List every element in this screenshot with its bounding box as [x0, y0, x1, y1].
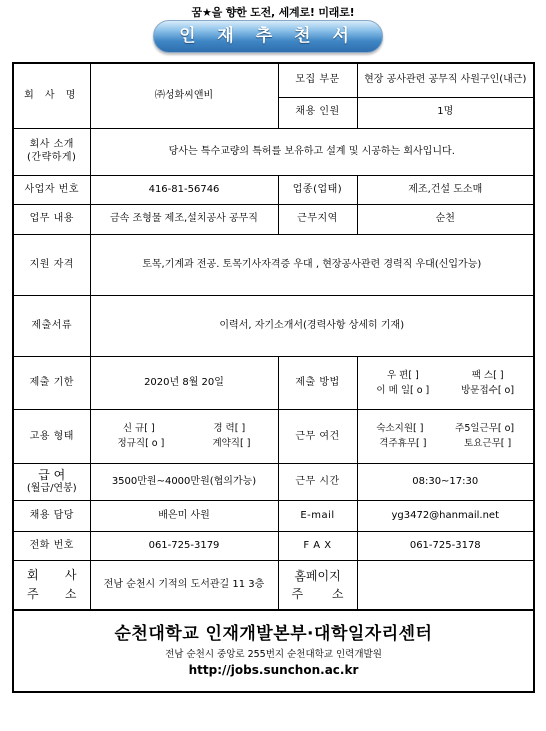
work-conditions-row2	[361, 438, 531, 450]
documents-value: 이력서, 자기소개서(경력사항 상세히 기재)	[90, 295, 534, 356]
option-email: 이 메 일[ o ]	[376, 384, 430, 396]
recruiter-label: 채용 담당	[13, 501, 90, 532]
row-company-intro	[13, 128, 534, 176]
option-biweekly: 격주휴무[ ]	[379, 438, 427, 450]
footer-org: 순천대학교 인재개발본부·대학일자리센터	[114, 624, 433, 645]
company-intro-label	[13, 128, 90, 176]
work-conditions-row1	[361, 423, 531, 435]
work-hours-value: 08:30~17:30	[357, 464, 534, 501]
salary-label-line2: (월급/연봉)	[26, 482, 77, 494]
company-intro-label-line2: (간략하게)	[27, 151, 77, 163]
option-experienced: 경 력[ ]	[213, 423, 246, 435]
address-label-char3: 주	[27, 587, 39, 602]
row-business-no	[13, 176, 534, 205]
email-label: E-mail	[278, 501, 357, 532]
work-hours-label: 근무 시간	[278, 464, 357, 501]
phone-label: 전화 번호	[13, 532, 90, 561]
qualification-label: 지원 자격	[13, 234, 90, 295]
documents-label: 제출서류	[13, 295, 90, 356]
employment-type-row1	[94, 423, 275, 435]
recommendation-form-table	[12, 62, 535, 693]
option-five-day: 주5일근무[ o]	[455, 423, 515, 435]
employment-type-row2	[94, 438, 275, 450]
row-qualification	[13, 234, 534, 295]
option-permanent: 정규직[ o ]	[117, 438, 165, 450]
business-no-value: 416-81-56746	[90, 176, 278, 205]
fax-label: F A X	[278, 532, 357, 561]
address-label	[13, 561, 90, 611]
address-label-line2	[17, 587, 87, 602]
address-value: 전남 순천시 기적의 도서관길 11 3층	[90, 561, 278, 611]
work-area-label: 근무지역	[278, 204, 357, 234]
recruiter-value: 배은미 사원	[90, 501, 278, 532]
slogan: 꿈★을 향한 도전, 세계로! 미래로!	[191, 6, 355, 19]
employment-type-options	[90, 410, 278, 464]
row-employment-type	[13, 410, 534, 464]
address-label-char4: 소	[64, 587, 77, 602]
row-company-name	[13, 63, 534, 97]
headcount-value: 1명	[357, 97, 534, 128]
row-recruiter	[13, 501, 534, 532]
recruit-field-label: 모집 부문	[278, 63, 357, 97]
job-content-value: 금속 조형물 제조,설치공사 공무직	[90, 204, 278, 234]
option-housing: 숙소지원[ ]	[376, 423, 424, 435]
homepage-label-line2	[282, 587, 354, 602]
qualification-value: 토목,기계과 전공. 토목기사자격증 우대 , 현장공사관련 경력직 우대(신입가능)	[90, 234, 534, 295]
row-address	[13, 561, 534, 611]
footer-address: 전남 순천시 중앙로 255번지 순천대학교 인력개발원	[165, 649, 382, 661]
salary-label	[13, 464, 90, 501]
salary-value: 3500만원~4000만원(협의가능)	[90, 464, 278, 501]
homepage-label-char1: 주	[291, 586, 304, 601]
address-label-line1	[17, 568, 87, 583]
job-content-label: 업무 내용	[13, 204, 90, 234]
email-value: yg3472@hanmail.net	[357, 501, 534, 532]
industry-label: 업종(업태)	[278, 176, 357, 205]
submit-method-row2	[361, 385, 531, 397]
deadline-value: 2020년 8월 20일	[90, 356, 278, 410]
row-job-content	[13, 204, 534, 234]
homepage-label-line1: 홈페이지	[294, 568, 341, 583]
headcount-label: 채용 인원	[278, 97, 357, 128]
address-label-char2: 사	[64, 568, 77, 583]
fax-value: 061-725-3178	[357, 532, 534, 561]
option-visit: 방문접수[ o]	[461, 384, 515, 396]
submit-method-row1	[361, 370, 531, 382]
row-footer	[13, 610, 534, 692]
recruit-field-value: 현장 공사관련 공무직 사원구인(내근)	[357, 63, 534, 97]
footer-url: http://jobs.sunchon.ac.kr	[188, 663, 359, 678]
salary-label-line1: 급 여	[38, 468, 66, 483]
business-no-label: 사업자 번호	[13, 176, 90, 205]
row-deadline	[13, 356, 534, 410]
option-fax: 팩 스[ ]	[471, 369, 504, 381]
company-name-value: ㈜성화씨앤비	[90, 63, 278, 128]
industry-value: 제조,건설 도소매	[357, 176, 534, 205]
company-name-label: 회 사 명	[13, 63, 90, 128]
option-contract: 계약직[ ]	[212, 438, 251, 450]
title-banner	[153, 20, 383, 53]
row-documents	[13, 295, 534, 356]
homepage-label	[278, 561, 357, 611]
option-mail: 우 편[ ]	[386, 369, 419, 381]
submit-method-label: 제출 방법	[278, 356, 357, 410]
page-title: 인 재 추 천 서	[179, 26, 357, 46]
work-conditions-options	[357, 410, 534, 464]
submit-method-options	[357, 356, 534, 410]
work-conditions-label: 근무 여건	[278, 410, 357, 464]
row-salary	[13, 464, 534, 501]
footer	[13, 610, 534, 692]
deadline-label: 제출 기한	[13, 356, 90, 410]
company-intro-value: 당사는 특수교량의 특허를 보유하고 설계 및 시공하는 회사입니다.	[90, 128, 534, 176]
row-phone	[13, 532, 534, 561]
option-saturday: 토요근무[ ]	[464, 438, 512, 450]
employment-type-label: 고용 형태	[13, 410, 90, 464]
option-new: 신 규[ ]	[122, 423, 155, 435]
phone-value: 061-725-3179	[90, 532, 278, 561]
homepage-value	[357, 561, 534, 611]
address-label-char1: 회	[27, 568, 39, 583]
homepage-label-char2: 소	[331, 586, 344, 601]
company-intro-label-line1: 회사 소개	[29, 139, 74, 151]
work-area-value: 순천	[357, 204, 534, 234]
